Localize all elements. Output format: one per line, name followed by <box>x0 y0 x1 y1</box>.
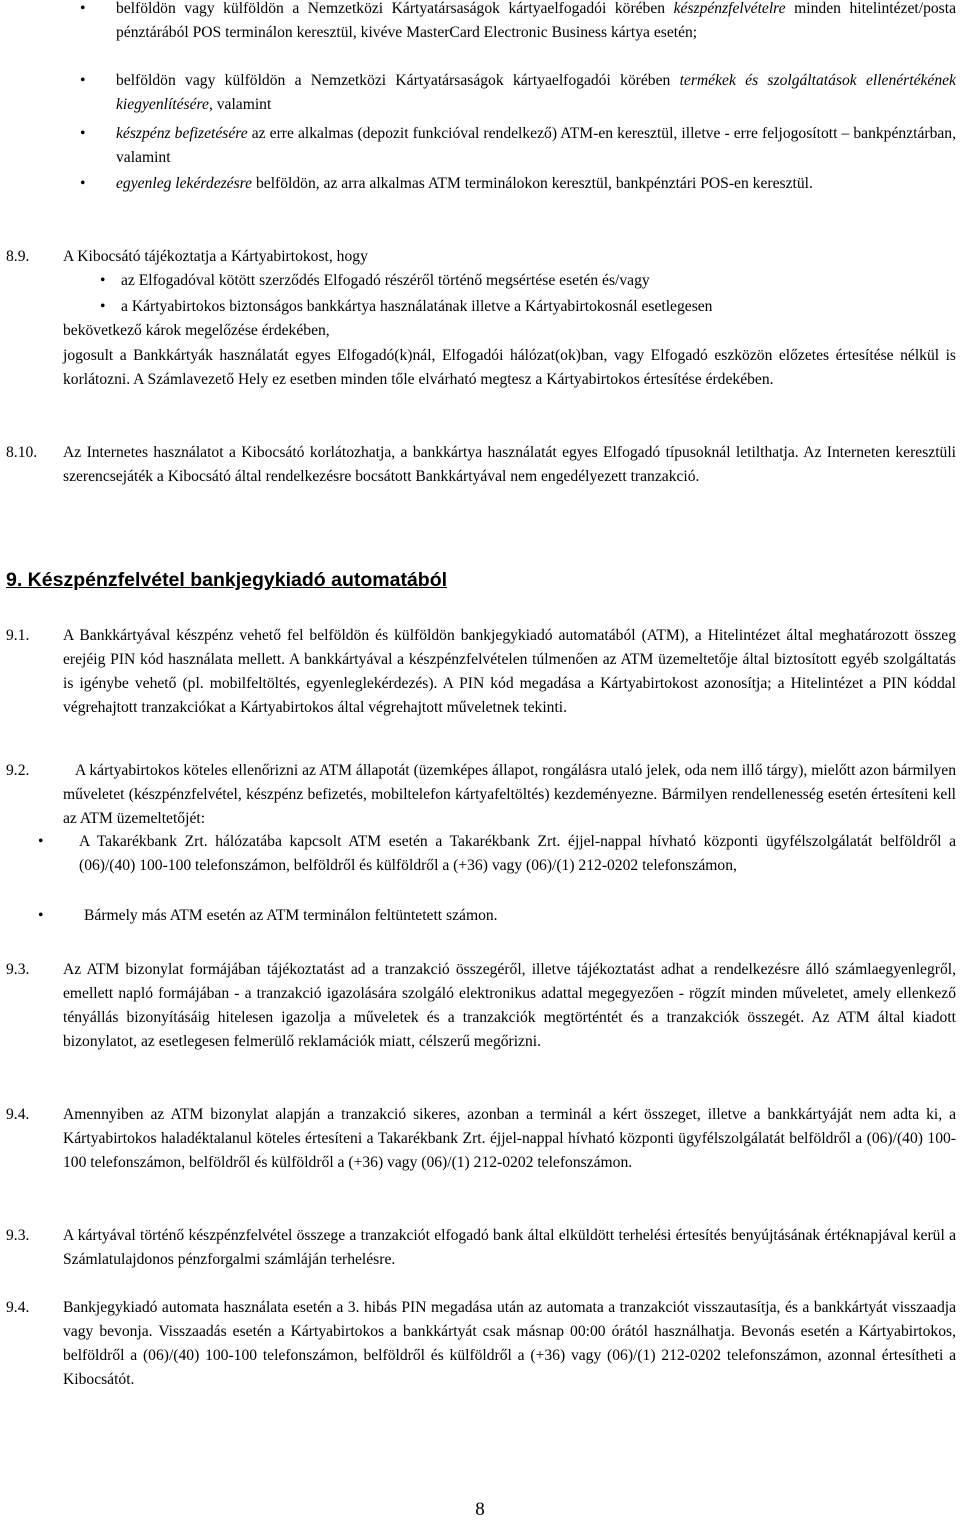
bullet-icon: • <box>38 833 44 850</box>
bullet-icon: • <box>100 298 106 315</box>
list-item: • belföldön vagy külföldön a Nemzetközi Kártyatársaságok kártyaelfogadói körében készpénzfelvételre minden hitelintézet/posta pénztárából POS terminálon keresztül, kivéve MasterCard Electronic Business kártya esetén; <box>80 0 956 45</box>
paragraph: Az ATM bizonylat formájában tájékoztatást ad a tranzakció összegéről, illetve tájékoztatást adhat a rendelkezésre álló számlaegyenlegről, emellett napló formájában - a tranzakció igazolására szolgáló elektronikus adattal megegyezően - rögzít minden műveletet, amely ellenkező tényállás bizonyításáig hitelesen igazolja a műveletek és a tranzakciók megtörténtét és a tranzakciók összegét. Az ATM által kiadott bizonylatot, az esetlegesen felmerülő reklamációk miatt, célszerű megőrizni. <box>63 961 956 1050</box>
list-item: • az Elfogadóval kötött szerződés Elfogadó részéről történő megsértése esetén és/vagy <box>100 269 956 293</box>
paragraph: A kártyabirtokos köteles ellenőrizni az ATM állapotát (üzemképes állapot, rongálásra utaló jelek, oda nem illő tárgy), mielőtt azon bármilyen műveletet (készpénzfelvétel, készpénz befizetés, mobiltelefon kártyafeltöltés) kezdeményezne. Bármilyen rendellenesség esetén értesíteni kell az ATM üzemeltetőjét: <box>63 762 956 827</box>
section-number: 9.2. <box>6 762 30 779</box>
section-number: 9.3. <box>6 1227 30 1244</box>
paragraph: A kártyával történő készpénzfelvétel összege a tranzakciót elfogadó bank által elküldött terhelési értesítés benyújtásának értéknapjával kerül a Számlatulajdonos pénzforgalmi számláján terhelésre. <box>63 1227 956 1268</box>
section-number: 8.9. <box>6 248 30 265</box>
page-number: 8 <box>475 1499 485 1520</box>
section-number: 8.10. <box>6 444 38 461</box>
bullet-icon: • <box>100 272 106 289</box>
bullet-icon: • <box>38 907 44 924</box>
list-item: • A Takarékbank Zrt. hálózatába kapcsolt ATM esetén a Takarékbank Zrt. éjjel-nappal hívható központi ügyfélszolgálatát belföldről a (06)/(40) 100-100 telefonszámon, belföldről és külföldről a (+36) vagy (06)/(1) 212-0202 telefonszámon, <box>25 830 956 878</box>
list-item: • belföldön vagy külföldön a Nemzetközi Kártyatársaságok kártyaelfogadói körében termékek és szolgáltatások ellenértékének kiegyenlítésére, valamint <box>80 69 956 117</box>
list-item: • Bármely más ATM esetén az ATM terminálon feltüntetett számon. <box>25 904 956 928</box>
section-number: 9.4. <box>6 1106 30 1123</box>
paragraph: jogosult a Bankkártyák használatát egyes Elfogadó(k)nál, Elfogadói hálózat(ok)ban, vagy Elfogadó eszközön előzetes értesítése nélkül is korlátozni. A Számlavezető Hely ez esetben minden tőle elvárható megtesz a Kártyabirtokos értesítése érdekében. <box>63 347 956 388</box>
section-heading: 9. Készpénzfelvétel bankjegykiadó automatából <box>6 569 448 591</box>
paragraph: Az Internetes használatot a Kibocsátó korlátozhatja, a bankkártya használatát egyes Elfogadó típusoknál letilthatja. Az Interneten keresztüli szerencsejáték a Kibocsátó által rendelkezésre bocsátott Bankkártyával nem engedélyezett tranzakció. <box>63 444 956 485</box>
list-item: • egyenleg lekérdezésre belföldön, az arra alkalmas ATM terminálokon keresztül, bankpénztári POS-en keresztül. <box>80 172 956 196</box>
list-item: • a Kártyabirtokos biztonságos bankkártya használatának illetve a Kártyabirtokosnál esetlegesen <box>100 295 956 319</box>
bullet-icon: • <box>80 175 86 192</box>
paragraph: Bankjegykiadó automata használata esetén a 3. hibás PIN megadása után az automata a tranzakciót visszautasítja, és a bankkártyát visszaadja vagy bevonja. Visszaadás esetén a Kártyabirtokos a bankkártyát csak másnap 00:00 órától használhatja. Bevonás esetén a Kártyabirtokos, belföldről a (06)/(40) 100-100 telefonszámon, belföldről és külföldről a (+36) vagy (06)/(1) 212-0202 telefonszámon, azonnal értesítheti a Kibocsátót. <box>63 1299 956 1388</box>
paragraph: A Kibocsátó tájékoztatja a Kártyabirtokost, hogy <box>63 248 368 265</box>
section-number: 9.3. <box>6 961 30 978</box>
paragraph: Amennyiben az ATM bizonylat alapján a tranzakció sikeres, azonban a terminál a kért összeget, illetve a bankkártyáját nem adta ki, a Kártyabirtokos haladéktalanul köteles értesíteni a Takarékbank Zrt. éjjel-nappal hívható központi ügyfélszolgálatát belföldről a (06)/(40) 100-100 telefonszámon, belföldről és külföldről a (+36) vagy (06)/(1) 212-0202 telefonszámon. <box>63 1106 956 1171</box>
list-item: • készpénz befizetésére az erre alkalmas (depozit funkcióval rendelkező) ATM-en keresztül, illetve - erre feljogosított – bankpénztárban, valamint <box>80 122 956 170</box>
bullet-icon: • <box>80 72 86 89</box>
bullet-icon: • <box>80 125 86 142</box>
paragraph: bekövetkező károk megelőzése érdekében, <box>63 322 330 339</box>
paragraph: A Bankkártyával készpénz vehető fel belföldön és külföldön bankjegykiadó automatából (ATM), a Hitelintézet által meghatározott összeg erejéig PIN kód használata mellett. A bankkártyával a készpénzfelvételen túlmenően az ATM üzemeltetője által biztosított egyéb szolgáltatás is igénybe vehető (pl. mobilfeltöltés, egyenleglekérdezés). A PIN kód megadása a Kártyabirtokost azonosítja; a Hitelintézet a PIN kóddal végrehajtott tranzakciókat a Kártyabirtokos által végrehajtott műveletnek tekinti. <box>63 627 956 716</box>
bullet-icon: • <box>80 0 86 17</box>
section-number: 9.4. <box>6 1299 30 1316</box>
section-number: 9.1. <box>6 627 30 644</box>
